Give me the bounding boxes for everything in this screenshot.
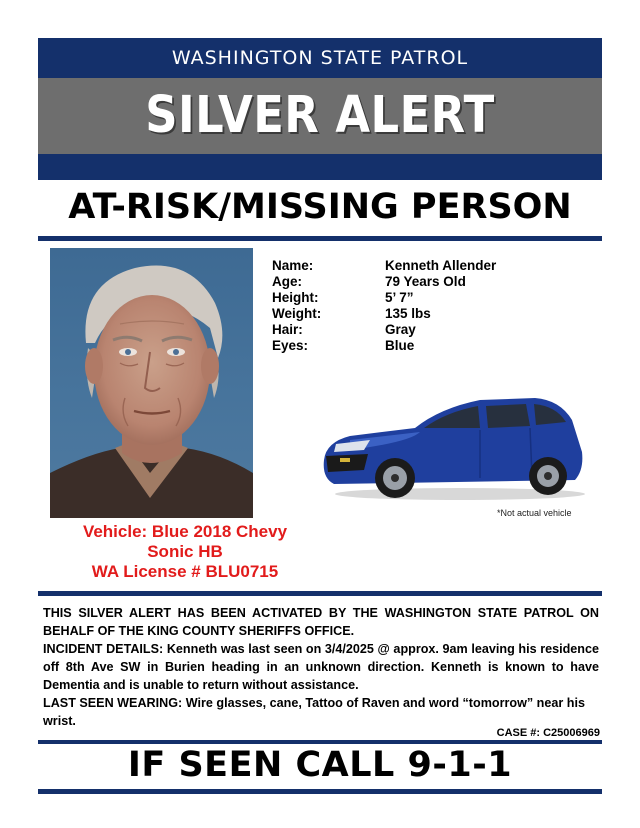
last-seen-wearing: LAST SEEN WEARING: Wire glasses, cane, Tattoo of Raven and word “tomorrow” near his wrist. — [43, 696, 585, 728]
activation-statement: THIS SILVER ALERT HAS BEEN ACTIVATED BY THE WASHINGTON STATE PATROL ON BEHALF OF THE KING COUNTY SHERIFFS OFFICE. — [43, 606, 599, 638]
page-title: AT-RISK/MISSING PERSON — [68, 187, 572, 227]
detail-row — [272, 322, 496, 338]
detail-label: Eyes: — [272, 338, 309, 353]
agency-banner — [38, 38, 602, 78]
detail-row — [272, 290, 496, 306]
detail-label: Name: — [272, 258, 314, 273]
incident-details: INCIDENT DETAILS: Kenneth was last seen on 3/4/2025 @ approx. 9am leaving his residence off 8th Ave SW in Burien heading in an unknown direction. Kenneth is known to have Dementia and is unable to return without assistance. — [43, 642, 599, 692]
alert-type: SILVER ALERT — [145, 86, 495, 145]
divider — [38, 591, 602, 596]
detail-label: Hair: — [272, 322, 303, 337]
detail-value: 5’ 7” — [385, 290, 414, 305]
detail-value: Blue — [385, 338, 415, 353]
person-photo — [50, 248, 253, 518]
agency-name: WASHINGTON STATE PATROL — [171, 47, 469, 69]
alert-details — [43, 604, 599, 730]
detail-label: Weight: — [272, 306, 322, 321]
car-image — [320, 390, 588, 502]
detail-label: Age: — [272, 274, 302, 289]
vehicle-photo — [320, 390, 588, 502]
detail-label: Height: — [272, 290, 319, 305]
alert-type-banner — [38, 78, 602, 154]
detail-row — [272, 338, 496, 354]
divider — [38, 789, 602, 794]
banner-bottom-stripe — [38, 154, 602, 180]
detail-value: Kenneth Allender — [385, 258, 497, 273]
case-number: CASE #: C25006969 — [496, 727, 600, 739]
detail-row — [272, 306, 496, 322]
vehicle-description: Vehicle: Blue 2018 Chevy — [82, 522, 288, 541]
detail-row — [272, 258, 496, 274]
vehicle-model: Sonic HB — [147, 542, 223, 561]
divider — [38, 236, 602, 241]
detail-row — [272, 274, 496, 290]
person-portrait — [50, 248, 253, 518]
detail-value: Gray — [385, 322, 416, 337]
detail-value: 135 lbs — [385, 306, 431, 321]
vehicle-info — [40, 522, 330, 582]
call-to-action: IF SEEN CALL 9-1-1 — [127, 745, 513, 785]
person-details — [272, 258, 496, 354]
detail-value: 79 Years Old — [385, 274, 466, 289]
vehicle-disclaimer: *Not actual vehicle — [497, 508, 572, 518]
vehicle-license: WA License # BLU0715 — [91, 562, 279, 581]
